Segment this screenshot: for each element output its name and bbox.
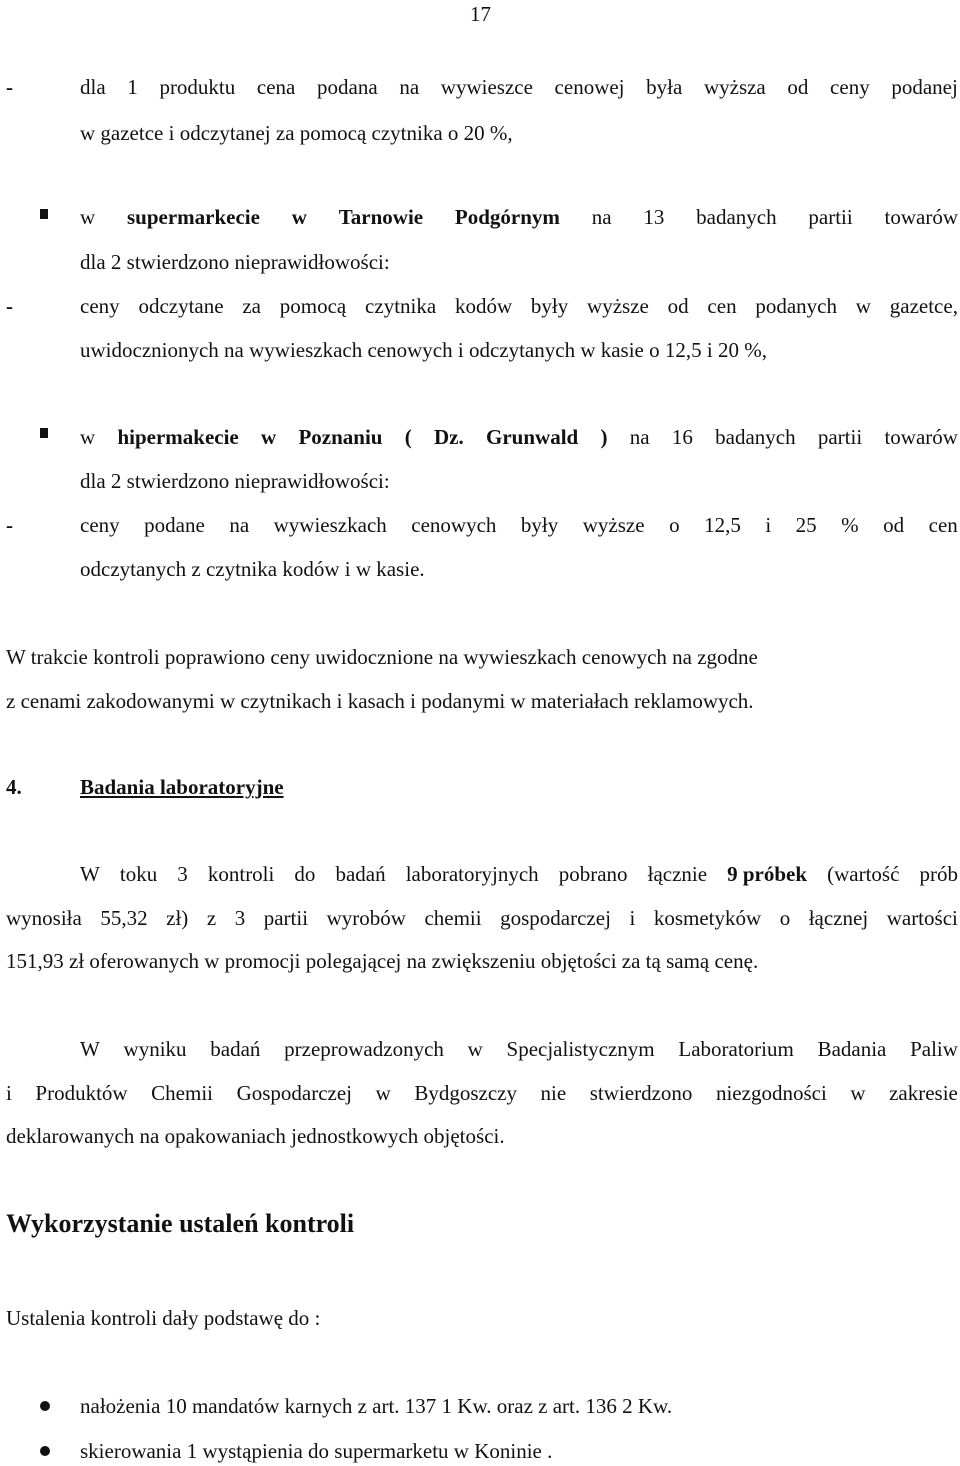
word: Badania [817, 1037, 887, 1061]
word: cenowej [554, 75, 625, 99]
word: i [765, 513, 772, 537]
word: Gospodarczej [236, 1081, 353, 1105]
bullet-poznan-line1: w hipermakecie w Poznaniu ( Dz. Grunwald ) na 16 badanych partii towarów [80, 425, 958, 449]
word: badań [210, 1037, 261, 1061]
word: wartości [886, 906, 958, 930]
word: łącznej [808, 906, 869, 930]
word: na [229, 513, 250, 537]
word: nie [540, 1081, 567, 1105]
word: czytnika [365, 294, 437, 318]
usage-item: nałożenia 10 mandatów karnych z art. 137 1 Kw. oraz z art. 136 2 Kw. [80, 1394, 673, 1418]
word: partii [808, 205, 853, 229]
paragraph-line [6, 1079, 958, 1107]
word: 25 [795, 513, 817, 537]
word: produktu [159, 75, 236, 99]
word: laboratoryjnych [405, 862, 539, 886]
square-bullet-icon [40, 209, 48, 219]
word: za [242, 294, 261, 318]
round-bullet-icon [40, 1446, 50, 1456]
word: cen [928, 513, 958, 537]
word: o [779, 906, 791, 930]
word: wyrobów [326, 906, 406, 930]
word: od [883, 513, 905, 537]
word: łącznie [647, 862, 708, 886]
word: 3 [234, 906, 246, 930]
word: ) [600, 425, 608, 449]
paragraph-line: W toku 3 kontroli do badań laboratoryjnych pobrano łącznie 9 próbek (wartość prób [80, 862, 958, 886]
bullet-poznan-line2: dla 2 stwierdzono nieprawidłowości: [80, 469, 390, 493]
section-number: 4. [6, 775, 22, 799]
word: chemii [424, 906, 482, 930]
word: i [6, 1081, 12, 1105]
list-item-line: w gazetce i odczytanej za pomocą czytnika o 20 %, [80, 121, 513, 145]
word: partii [817, 425, 863, 449]
paragraph-line: 151,93 zł oferowanych w promocji polegającej na zwiększeniu objętości za tą samą cenę. [6, 949, 759, 973]
section-title: Badania laboratoryjne [80, 775, 284, 799]
round-bullet-icon [40, 1401, 50, 1411]
word: kontroli [207, 862, 275, 886]
word: cena [256, 75, 296, 99]
word: zł) [166, 906, 189, 930]
word: prób [919, 862, 958, 886]
word: 1 [127, 75, 138, 99]
word: Poznaniu [298, 425, 383, 449]
word: Paliw [910, 1037, 958, 1061]
word: pobrano [558, 862, 628, 886]
paragraph-line: z cenami zakodowanymi w czytnikach i kasach i podanymi w materiałach reklamowych. [6, 689, 754, 713]
word: 3 [177, 862, 188, 886]
word: badanych [715, 425, 796, 449]
word: hipermakecie [117, 425, 239, 449]
word: Tarnowie [338, 205, 424, 229]
bullet-tarnow-line1: w supermarkecie w Tarnowie Podgórnym na 13 badanych partii towarów [80, 205, 958, 229]
word: w [855, 294, 871, 318]
word: pomocą [279, 294, 347, 318]
word: badanych [696, 205, 777, 229]
word: wynosiła [6, 906, 82, 930]
word: Grunwald [486, 425, 579, 449]
word: stwierdzono [589, 1081, 693, 1105]
word: od [667, 294, 689, 318]
list-dash-marker: - [6, 513, 13, 537]
word: podanych [755, 294, 838, 318]
word: przeprowadzonych [284, 1037, 444, 1061]
usage-intro: Ustalenia kontroli dały podstawę do : [6, 1306, 321, 1330]
word: były [520, 513, 559, 537]
dash-item-line [80, 511, 958, 539]
word: 13 [643, 205, 665, 229]
usage-heading: Wykorzystanie ustaleń kontroli [6, 1209, 355, 1238]
word: wyższe [587, 294, 649, 318]
word: były [530, 294, 569, 318]
word: o [669, 513, 680, 537]
word: dla [80, 75, 106, 99]
word: badań [335, 862, 386, 886]
word: w [261, 425, 277, 449]
word: 12,5 [704, 513, 741, 537]
word: w [291, 205, 307, 229]
word: supermarkecie [126, 205, 260, 229]
word: w [375, 1081, 391, 1105]
word: 16 [671, 425, 693, 449]
word: W [80, 862, 100, 886]
word: kosmetyków [653, 906, 762, 930]
word: partii [263, 906, 309, 930]
word: wyższe [582, 513, 645, 537]
word: na [399, 75, 420, 99]
word: wywieszce [440, 75, 533, 99]
word: i [629, 906, 636, 930]
word: na [629, 425, 650, 449]
word: w [467, 1037, 483, 1061]
paragraph-line: W trakcie kontroli poprawiono ceny uwidocznione na wywieszkach cenowych na zgodne [6, 645, 758, 669]
list-item-line [80, 73, 958, 101]
word: Chemii [151, 1081, 213, 1105]
word: podane [144, 513, 205, 537]
word: Podgórnym [454, 205, 560, 229]
word: % [841, 513, 859, 537]
list-dash-marker: - [6, 294, 13, 318]
word: cenowych [411, 513, 497, 537]
word: W [80, 1037, 100, 1061]
paragraph-line [80, 1035, 958, 1063]
word: wywieszkach [273, 513, 387, 537]
dash-item-line [80, 292, 958, 320]
paragraph-line [6, 904, 958, 932]
word: towarów [884, 425, 958, 449]
word: wyniku [123, 1037, 187, 1061]
word: podana [317, 75, 378, 99]
word: Dz. [434, 425, 464, 449]
word: podanej [891, 75, 958, 99]
word: Laboratorium [678, 1037, 794, 1061]
word: ceny [830, 75, 870, 99]
word: odczytane [138, 294, 224, 318]
word: gazetce, [889, 294, 958, 318]
word: od [787, 75, 809, 99]
word: niezgodności [715, 1081, 827, 1105]
word: ( [404, 425, 412, 449]
word: 55,32 [100, 906, 148, 930]
usage-item: skierowania 1 wystąpienia do supermarketu w Koninie . [80, 1439, 553, 1463]
word: kodów [454, 294, 513, 318]
word: Specjalistycznym [506, 1037, 655, 1061]
square-bullet-icon [40, 428, 48, 438]
dash-item-line: odczytanych z czytnika kodów i w kasie. [80, 557, 425, 581]
word: w [850, 1081, 866, 1105]
word: wyższa [703, 75, 766, 99]
dash-item-line: uwidocznionych na wywieszkach cenowych i odczytanych w kasie o 12,5 i 20 %, [80, 338, 767, 362]
word: do [294, 862, 316, 886]
word: z [206, 906, 217, 930]
word: (wartość [827, 862, 900, 886]
word: zakresie [889, 1081, 958, 1105]
word: Produktów [35, 1081, 128, 1105]
word: ceny [80, 513, 120, 537]
word: gospodarczej [500, 906, 611, 930]
paragraph-line: deklarowanych na opakowaniach jednostkowych objętości. [6, 1124, 505, 1148]
word: była [646, 75, 683, 99]
word: ceny [80, 294, 120, 318]
word: cen [707, 294, 737, 318]
word: towarów [884, 205, 958, 229]
word: na [591, 205, 612, 229]
word: Bydgoszczy [414, 1081, 517, 1105]
list-dash-marker: - [6, 75, 13, 99]
bullet-tarnow-line2: dla 2 stwierdzono nieprawidłowości: [80, 250, 390, 274]
word: toku [119, 862, 158, 886]
page-number: 17 [470, 2, 491, 26]
